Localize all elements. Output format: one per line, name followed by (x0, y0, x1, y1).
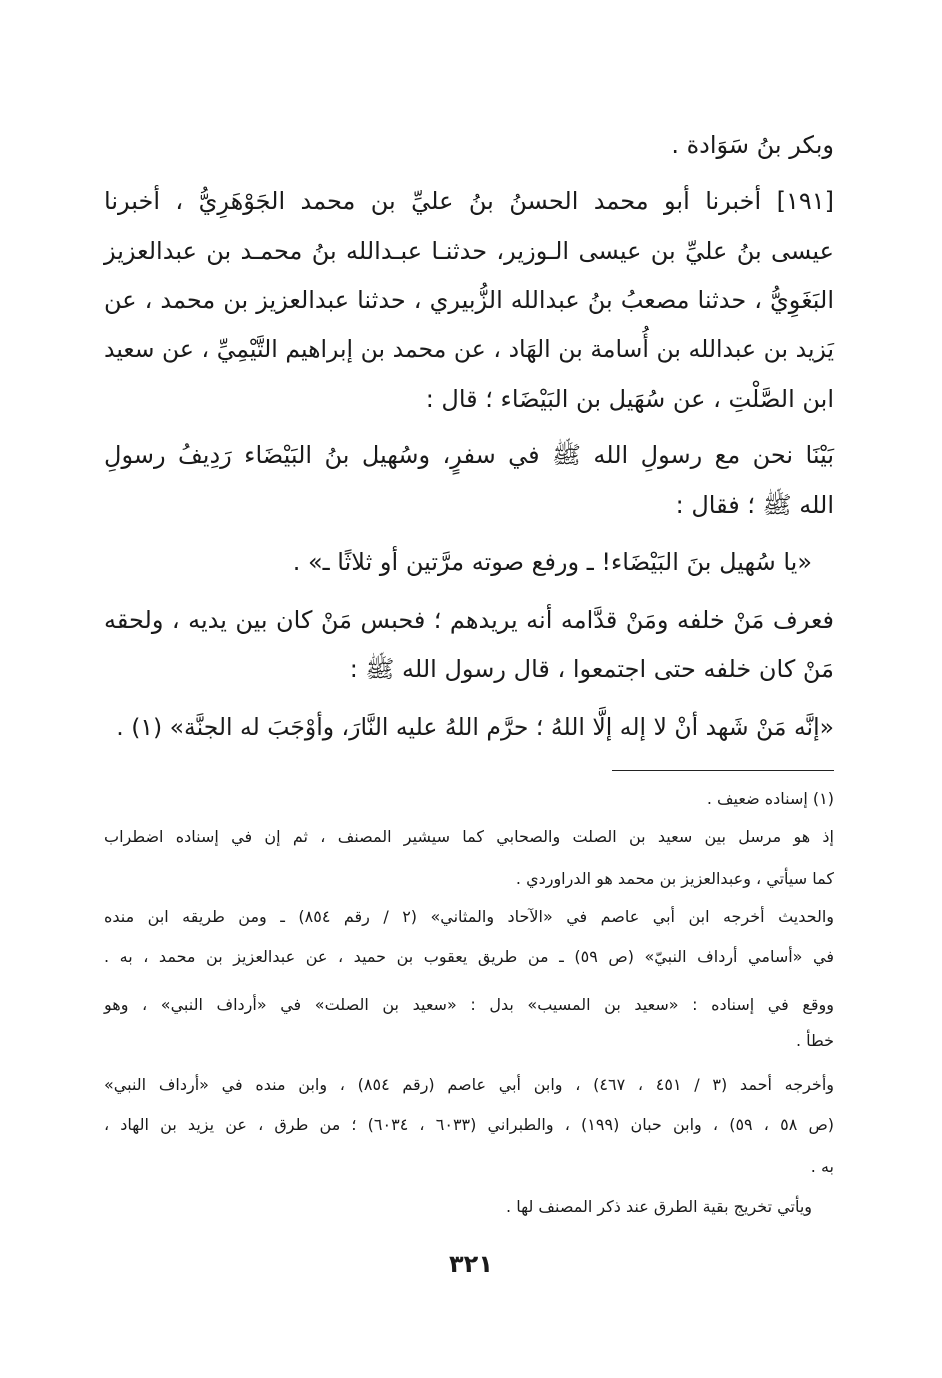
footnote-line: (ص ٥٨ ، ٥٩) ، وابن حبان (١٩٩) ، والطبراني (٦٠٣٣ ، ٦٠٣٤) ؛ من طرق ، عن يزيد بن الهاد ، (104, 1115, 835, 1134)
footnote-line: (١) إسناده ضعيف . (706, 789, 834, 808)
hadith-matn-line: الله ﷺ ؛ فقال : (675, 491, 834, 519)
footnote-line: والحديث أخرجه ابن أبي عاصم في «الآحاد والمثاني» (٢ / رقم ٨٥٤) ـ ومن طريقه ابن منده (104, 907, 835, 926)
page-number: ٣٢١ (449, 1250, 493, 1278)
footnote-line: ووقع في إسناده : «سعيد بن المسيب» بدل : «سعيد بن الصلت» في «أرداف النبي» ، وهو (104, 995, 834, 1014)
hadith-matn-line: بَيْنَا نحن مع رسولِ الله ﷺ في سفرٍ، وسُهيل بنُ البَيْضَاء رَدِيفُ رسولِ (104, 441, 834, 469)
footnote-line: كما سيأتي ، وعبدالعزيز بن محمد هو الدراوردي . (515, 869, 834, 888)
footnote-line: وأخرجه أحمد (٣ / ٤٥١ ، ٤٦٧) ، وابن أبي عاصم (رقم ٨٥٤) ، وابن منده في «أرداف النبي» (104, 1075, 834, 1094)
main-text-line: وبكر بنُ سَوَادة . (671, 131, 834, 159)
footnote-line: خطأ . (795, 1031, 834, 1050)
hadith-isnad-line: ابن الصَّلْتِ ، عن سُهَيل بن البَيْضَاء ؛ قال : (425, 385, 834, 413)
footnote-line: ويأتي تخريج بقية الطرق عند ذكر المصنف لها . (506, 1197, 812, 1216)
hadith-quote-line: «إنَّه مَنْ شَهد أنْ لا إله إلَّا اللهُ ؛ حرَّم اللهُ عليه النَّارَ، وأوْجَبَ له الجنَّة» (١) . (116, 713, 834, 741)
footnote-line: إذ هو مرسل بين سعيد بن الصلت والصحابي كما سيشير المصنف ، ثم إن في إسناده اضطراب (104, 827, 834, 846)
footnote-separator (612, 770, 834, 771)
footnote-line: في «أسامي أرداف النبيّ» (ص ٥٩) ـ من طريق يعقوب بن حميد ، عن عبدالعزيز بن محمد ، به . (104, 947, 835, 966)
hadith-matn-line: فعرف مَنْ خلفه ومَنْ قدَّامه أنه يريدهم ؛ فحبس مَنْ كان بين يديه ، ولحقه (104, 606, 834, 634)
footnote-line: به . (810, 1157, 834, 1176)
hadith-isnad-line: [١٩١] أخبرنا أبو محمد الحسنُ بنُ عليِّ بن محمد الجَوْهَرِيُّ ، أخبرنا (104, 187, 834, 215)
hadith-isnad-line: عيسى بنُ عليِّ بن عيسى الـوزير، حدثنـا عبـدالله بنُ محمـد بن عبدالعزيز (104, 237, 834, 265)
hadith-matn-line: مَنْ كان خلفه حتى اجتمعوا ، قال رسول الله ﷺ : (349, 655, 834, 683)
hadith-isnad-line: يَزيد بن عبدالله بن أُسامة بن الهَاد ، عن محمد بن إبراهيم التَّيْمِيِّ ، عن سعيد (104, 335, 834, 363)
hadith-isnad-line: البَغَوِيُّ ، حدثنا مصعبُ بنُ عبدالله الزُّبيري ، حدثنا عبدالعزيز بن محمد ، عن (104, 286, 834, 314)
hadith-quote-line: «يا سُهيل بنَ البَيْضَاء! ـ ورفع صوته مرَّتين أو ثلاثًا ـ» . (292, 548, 812, 576)
